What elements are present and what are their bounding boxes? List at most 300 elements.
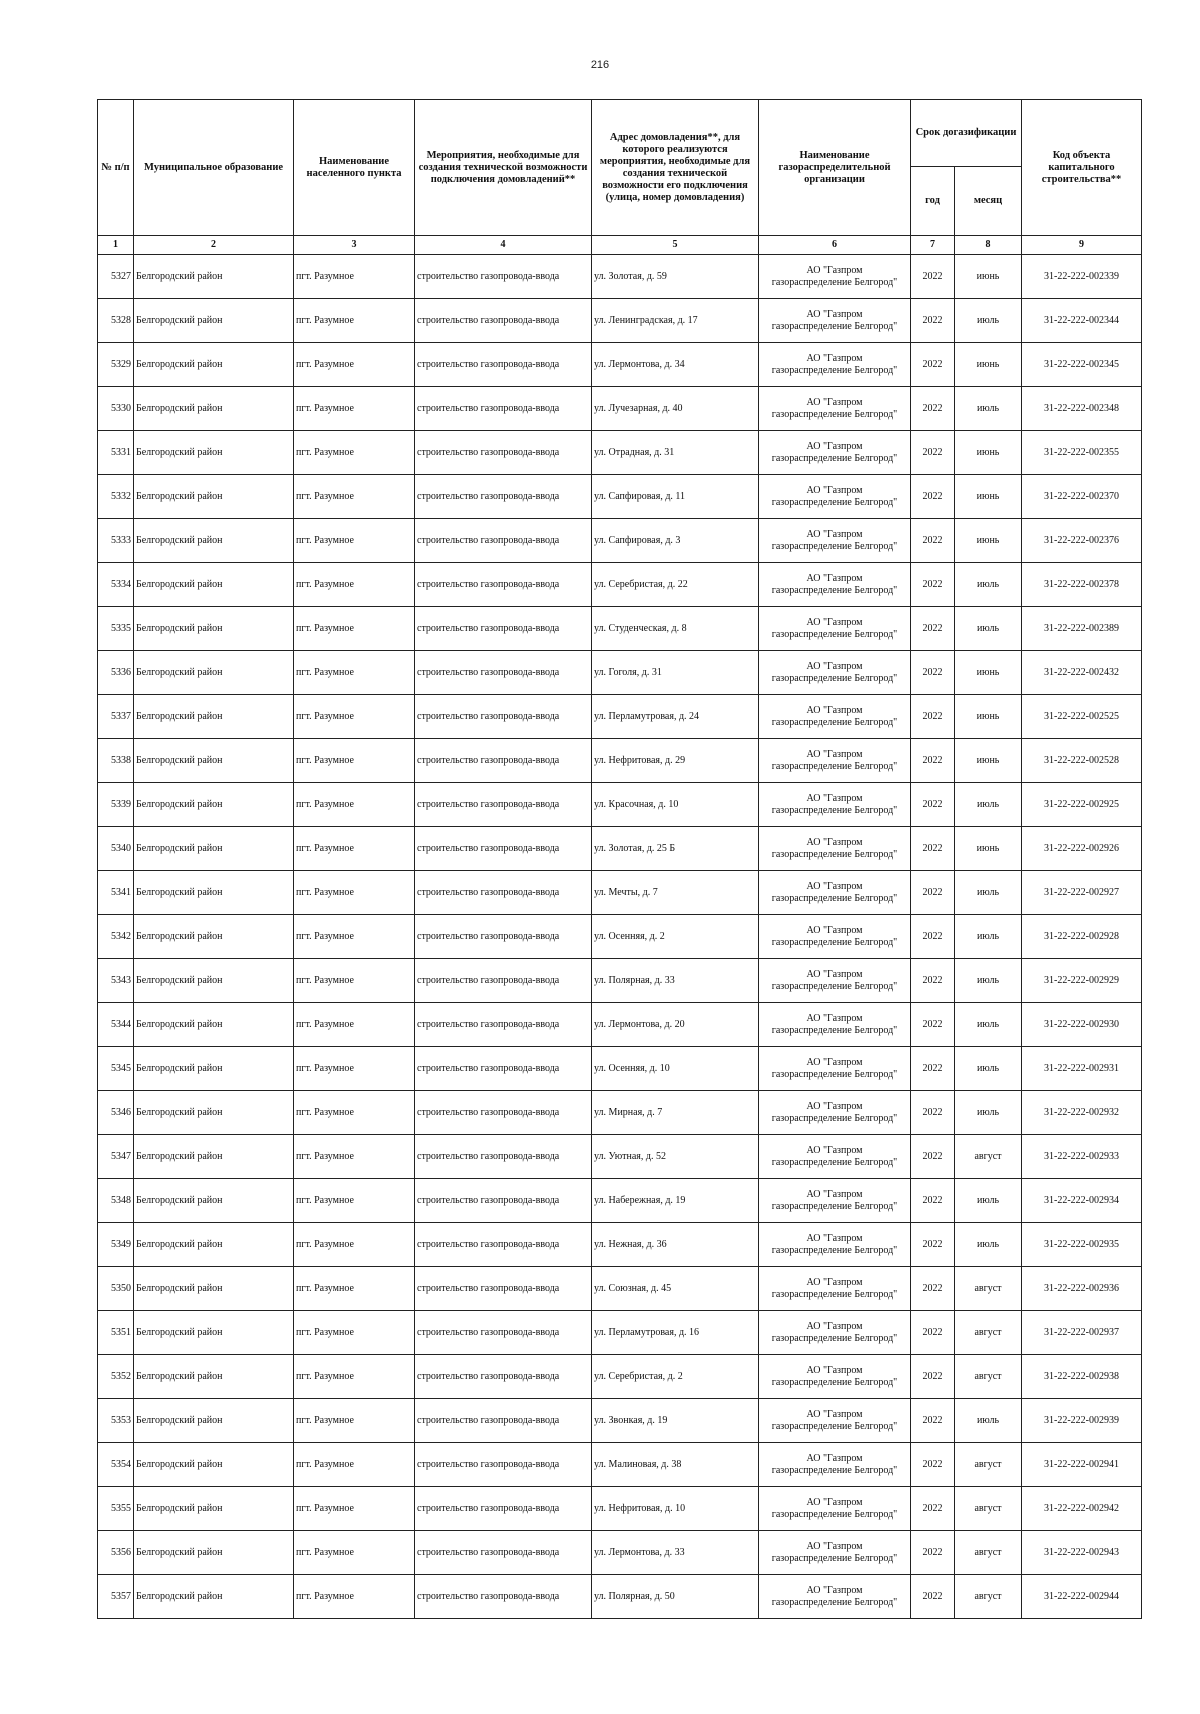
table-row xyxy=(98,431,1142,475)
municipality-cell: Белгородский район xyxy=(134,607,294,651)
row-number: 5338 xyxy=(98,739,134,783)
settlement-cell: пгт. Разумное xyxy=(294,255,415,299)
code-cell: 31-22-222-002941 xyxy=(1022,1443,1142,1487)
settlement-cell: пгт. Разумное xyxy=(294,1399,415,1443)
row-number: 5330 xyxy=(98,387,134,431)
code-cell: 31-22-222-002931 xyxy=(1022,1047,1142,1091)
table-row xyxy=(98,255,1142,299)
organization-line: АО "Газпром xyxy=(806,880,863,892)
header-address: Адрес домовладения**, для которого реализуются мероприятия, необходимые для создания технической возможности его подключения (улица, номер домовладения) xyxy=(592,100,759,236)
month-cell: июль xyxy=(955,1179,1022,1223)
year-cell: 2022 xyxy=(911,387,955,431)
organization-line: АО "Газпром xyxy=(806,308,863,320)
works-cell: строительство газопровода-ввода xyxy=(415,915,592,959)
code-cell: 31-22-222-002525 xyxy=(1022,695,1142,739)
organization-line: АО "Газпром xyxy=(806,660,863,672)
header-month: месяц xyxy=(955,167,1022,236)
year-cell: 2022 xyxy=(911,871,955,915)
organization-line: газораспределение Белгород" xyxy=(771,1596,898,1608)
month-cell: июль xyxy=(955,607,1022,651)
year-cell: 2022 xyxy=(911,475,955,519)
page-number: 216 xyxy=(590,59,610,71)
works-cell: строительство газопровода-ввода xyxy=(415,1575,592,1619)
organization-line: АО "Газпром xyxy=(806,792,863,804)
municipality-cell: Белгородский район xyxy=(134,1575,294,1619)
month-cell: июнь xyxy=(955,651,1022,695)
code-cell: 31-22-222-002344 xyxy=(1022,299,1142,343)
table-row xyxy=(98,871,1142,915)
code-cell: 31-22-222-002939 xyxy=(1022,1399,1142,1443)
organization-cell xyxy=(759,1267,911,1311)
municipality-cell: Белгородский район xyxy=(134,783,294,827)
organization-cell xyxy=(759,1355,911,1399)
settlement-cell: пгт. Разумное xyxy=(294,1311,415,1355)
code-cell: 31-22-222-002938 xyxy=(1022,1355,1142,1399)
address-cell: ул. Ленинградская, д. 17 xyxy=(592,299,759,343)
gasification-table xyxy=(97,99,1142,1619)
code-cell: 31-22-222-002944 xyxy=(1022,1575,1142,1619)
works-cell: строительство газопровода-ввода xyxy=(415,739,592,783)
settlement-cell: пгт. Разумное xyxy=(294,1223,415,1267)
year-cell: 2022 xyxy=(911,1091,955,1135)
organization-line: газораспределение Белгород" xyxy=(771,1244,898,1256)
settlement-cell: пгт. Разумное xyxy=(294,1047,415,1091)
code-cell: 31-22-222-002932 xyxy=(1022,1091,1142,1135)
settlement-cell: пгт. Разумное xyxy=(294,563,415,607)
municipality-cell: Белгородский район xyxy=(134,959,294,1003)
works-cell: строительство газопровода-ввода xyxy=(415,1267,592,1311)
address-cell: ул. Полярная, д. 50 xyxy=(592,1575,759,1619)
table-row xyxy=(98,1047,1142,1091)
month-cell: июнь xyxy=(955,343,1022,387)
organization-line: газораспределение Белгород" xyxy=(771,936,898,948)
address-cell: ул. Мечты, д. 7 xyxy=(592,871,759,915)
organization-line: газораспределение Белгород" xyxy=(771,1464,898,1476)
settlement-cell: пгт. Разумное xyxy=(294,915,415,959)
organization-line: АО "Газпром xyxy=(806,264,863,276)
organization-cell xyxy=(759,1003,911,1047)
row-number: 5344 xyxy=(98,1003,134,1047)
row-number: 5355 xyxy=(98,1487,134,1531)
row-number: 5328 xyxy=(98,299,134,343)
works-cell: строительство газопровода-ввода xyxy=(415,1091,592,1135)
organization-cell xyxy=(759,563,911,607)
column-number: 3 xyxy=(294,236,415,255)
month-cell: июнь xyxy=(955,827,1022,871)
table-row xyxy=(98,1575,1142,1619)
month-cell: июль xyxy=(955,959,1022,1003)
organization-line: АО "Газпром xyxy=(806,1540,863,1552)
column-number: 5 xyxy=(592,236,759,255)
works-cell: строительство газопровода-ввода xyxy=(415,431,592,475)
works-cell: строительство газопровода-ввода xyxy=(415,343,592,387)
organization-cell xyxy=(759,651,911,695)
code-cell: 31-22-222-002929 xyxy=(1022,959,1142,1003)
month-cell: август xyxy=(955,1311,1022,1355)
table-row xyxy=(98,1091,1142,1135)
year-cell: 2022 xyxy=(911,1179,955,1223)
organization-cell xyxy=(759,1179,911,1223)
month-cell: июнь xyxy=(955,519,1022,563)
column-number: 2 xyxy=(134,236,294,255)
address-cell: ул. Нежная, д. 36 xyxy=(592,1223,759,1267)
organization-cell xyxy=(759,387,911,431)
organization-line: газораспределение Белгород" xyxy=(771,628,898,640)
row-number: 5346 xyxy=(98,1091,134,1135)
column-number: 1 xyxy=(98,236,134,255)
organization-line: АО "Газпром xyxy=(806,352,863,364)
organization-cell xyxy=(759,1047,911,1091)
settlement-cell: пгт. Разумное xyxy=(294,1135,415,1179)
table-row xyxy=(98,695,1142,739)
works-cell: строительство газопровода-ввода xyxy=(415,1443,592,1487)
municipality-cell: Белгородский район xyxy=(134,1531,294,1575)
address-cell: ул. Золотая, д. 25 Б xyxy=(592,827,759,871)
organization-line: АО "Газпром xyxy=(806,528,863,540)
year-cell: 2022 xyxy=(911,299,955,343)
organization-line: АО "Газпром xyxy=(806,1452,863,1464)
row-number: 5329 xyxy=(98,343,134,387)
organization-line: АО "Газпром xyxy=(806,1056,863,1068)
column-number: 7 xyxy=(911,236,955,255)
organization-line: АО "Газпром xyxy=(806,1100,863,1112)
table-row xyxy=(98,563,1142,607)
year-cell: 2022 xyxy=(911,1355,955,1399)
address-cell: ул. Уютная, д. 52 xyxy=(592,1135,759,1179)
table-row xyxy=(98,607,1142,651)
organization-line: АО "Газпром xyxy=(806,1320,863,1332)
year-cell: 2022 xyxy=(911,563,955,607)
month-cell: июнь xyxy=(955,475,1022,519)
header-works: Мероприятия, необходимые для создания технической возможности подключения домовладений** xyxy=(415,100,592,236)
row-number: 5348 xyxy=(98,1179,134,1223)
month-cell: август xyxy=(955,1531,1022,1575)
organization-line: газораспределение Белгород" xyxy=(771,496,898,508)
table-row xyxy=(98,387,1142,431)
municipality-cell: Белгородский район xyxy=(134,915,294,959)
works-cell: строительство газопровода-ввода xyxy=(415,959,592,1003)
month-cell: август xyxy=(955,1135,1022,1179)
works-cell: строительство газопровода-ввода xyxy=(415,783,592,827)
municipality-cell: Белгородский район xyxy=(134,1487,294,1531)
row-number: 5339 xyxy=(98,783,134,827)
row-number: 5351 xyxy=(98,1311,134,1355)
organization-cell xyxy=(759,431,911,475)
organization-line: АО "Газпром xyxy=(806,1276,863,1288)
municipality-cell: Белгородский район xyxy=(134,299,294,343)
settlement-cell: пгт. Разумное xyxy=(294,607,415,651)
address-cell: ул. Перламутровая, д. 16 xyxy=(592,1311,759,1355)
row-number: 5349 xyxy=(98,1223,134,1267)
year-cell: 2022 xyxy=(911,959,955,1003)
organization-line: газораспределение Белгород" xyxy=(771,892,898,904)
organization-line: газораспределение Белгород" xyxy=(771,320,898,332)
organization-line: газораспределение Белгород" xyxy=(771,1332,898,1344)
organization-line: АО "Газпром xyxy=(806,1188,863,1200)
organization-cell xyxy=(759,783,911,827)
row-number: 5341 xyxy=(98,871,134,915)
works-cell: строительство газопровода-ввода xyxy=(415,695,592,739)
settlement-cell: пгт. Разумное xyxy=(294,1487,415,1531)
table-row xyxy=(98,1135,1142,1179)
works-cell: строительство газопровода-ввода xyxy=(415,607,592,651)
row-number: 5350 xyxy=(98,1267,134,1311)
organization-cell xyxy=(759,1487,911,1531)
address-cell: ул. Перламутровая, д. 24 xyxy=(592,695,759,739)
works-cell: строительство газопровода-ввода xyxy=(415,1135,592,1179)
year-cell: 2022 xyxy=(911,519,955,563)
works-cell: строительство газопровода-ввода xyxy=(415,871,592,915)
year-cell: 2022 xyxy=(911,343,955,387)
code-cell: 31-22-222-002389 xyxy=(1022,607,1142,651)
settlement-cell: пгт. Разумное xyxy=(294,1179,415,1223)
row-number: 5335 xyxy=(98,607,134,651)
works-cell: строительство газопровода-ввода xyxy=(415,1179,592,1223)
table-row xyxy=(98,1223,1142,1267)
code-cell: 31-22-222-002432 xyxy=(1022,651,1142,695)
row-number: 5347 xyxy=(98,1135,134,1179)
organization-line: газораспределение Белгород" xyxy=(771,1200,898,1212)
works-cell: строительство газопровода-ввода xyxy=(415,1003,592,1047)
header-num: № п/п xyxy=(98,100,134,236)
year-cell: 2022 xyxy=(911,1267,955,1311)
address-cell: ул. Набережная, д. 19 xyxy=(592,1179,759,1223)
address-cell: ул. Полярная, д. 33 xyxy=(592,959,759,1003)
header-deadline: Срок догазификации xyxy=(911,100,1022,167)
organization-line: АО "Газпром xyxy=(806,968,863,980)
works-cell: строительство газопровода-ввода xyxy=(415,651,592,695)
table-row xyxy=(98,651,1142,695)
row-number: 5332 xyxy=(98,475,134,519)
organization-line: газораспределение Белгород" xyxy=(771,584,898,596)
table-row xyxy=(98,959,1142,1003)
organization-line: АО "Газпром xyxy=(806,616,863,628)
row-number: 5353 xyxy=(98,1399,134,1443)
year-cell: 2022 xyxy=(911,1575,955,1619)
organization-line: газораспределение Белгород" xyxy=(771,276,898,288)
month-cell: июль xyxy=(955,915,1022,959)
works-cell: строительство газопровода-ввода xyxy=(415,1047,592,1091)
organization-cell xyxy=(759,871,911,915)
month-cell: июль xyxy=(955,783,1022,827)
municipality-cell: Белгородский район xyxy=(134,563,294,607)
address-cell: ул. Золотая, д. 59 xyxy=(592,255,759,299)
table-row xyxy=(98,783,1142,827)
organization-line: газораспределение Белгород" xyxy=(771,1288,898,1300)
year-cell: 2022 xyxy=(911,1399,955,1443)
year-cell: 2022 xyxy=(911,255,955,299)
code-cell: 31-22-222-002925 xyxy=(1022,783,1142,827)
year-cell: 2022 xyxy=(911,739,955,783)
works-cell: строительство газопровода-ввода xyxy=(415,1487,592,1531)
table-row xyxy=(98,1003,1142,1047)
table-row xyxy=(98,1311,1142,1355)
settlement-cell: пгт. Разумное xyxy=(294,519,415,563)
organization-cell xyxy=(759,739,911,783)
organization-cell xyxy=(759,255,911,299)
month-cell: июль xyxy=(955,1399,1022,1443)
year-cell: 2022 xyxy=(911,607,955,651)
municipality-cell: Белгородский район xyxy=(134,1355,294,1399)
table-row xyxy=(98,915,1142,959)
code-cell: 31-22-222-002942 xyxy=(1022,1487,1142,1531)
table-row xyxy=(98,299,1142,343)
year-cell: 2022 xyxy=(911,1047,955,1091)
address-cell: ул. Сапфировая, д. 11 xyxy=(592,475,759,519)
row-number: 5333 xyxy=(98,519,134,563)
table-row xyxy=(98,1531,1142,1575)
organization-line: АО "Газпром xyxy=(806,704,863,716)
table-row xyxy=(98,827,1142,871)
code-cell: 31-22-222-002339 xyxy=(1022,255,1142,299)
year-cell: 2022 xyxy=(911,651,955,695)
organization-line: газораспределение Белгород" xyxy=(771,1112,898,1124)
organization-cell xyxy=(759,299,911,343)
table-row xyxy=(98,343,1142,387)
organization-cell xyxy=(759,1135,911,1179)
municipality-cell: Белгородский район xyxy=(134,475,294,519)
row-number: 5327 xyxy=(98,255,134,299)
address-cell: ул. Звонкая, д. 19 xyxy=(592,1399,759,1443)
settlement-cell: пгт. Разумное xyxy=(294,959,415,1003)
month-cell: июнь xyxy=(955,255,1022,299)
month-cell: июль xyxy=(955,1091,1022,1135)
month-cell: июнь xyxy=(955,431,1022,475)
settlement-cell: пгт. Разумное xyxy=(294,695,415,739)
settlement-cell: пгт. Разумное xyxy=(294,871,415,915)
works-cell: строительство газопровода-ввода xyxy=(415,299,592,343)
year-cell: 2022 xyxy=(911,1443,955,1487)
organization-line: газораспределение Белгород" xyxy=(771,716,898,728)
works-cell: строительство газопровода-ввода xyxy=(415,827,592,871)
year-cell: 2022 xyxy=(911,1223,955,1267)
municipality-cell: Белгородский район xyxy=(134,255,294,299)
works-cell: строительство газопровода-ввода xyxy=(415,255,592,299)
works-cell: строительство газопровода-ввода xyxy=(415,475,592,519)
settlement-cell: пгт. Разумное xyxy=(294,1267,415,1311)
settlement-cell: пгт. Разумное xyxy=(294,1531,415,1575)
organization-line: газораспределение Белгород" xyxy=(771,672,898,684)
address-cell: ул. Нефритовая, д. 10 xyxy=(592,1487,759,1531)
year-cell: 2022 xyxy=(911,695,955,739)
organization-line: АО "Газпром xyxy=(806,1408,863,1420)
address-cell: ул. Союзная, д. 45 xyxy=(592,1267,759,1311)
organization-cell xyxy=(759,915,911,959)
month-cell: август xyxy=(955,1575,1022,1619)
municipality-cell: Белгородский район xyxy=(134,1091,294,1135)
address-cell: ул. Малиновая, д. 38 xyxy=(592,1443,759,1487)
municipality-cell: Белгородский район xyxy=(134,431,294,475)
row-number: 5331 xyxy=(98,431,134,475)
table-row xyxy=(98,1487,1142,1531)
header-settlement: Наименование населенного пункта xyxy=(294,100,415,236)
organization-line: АО "Газпром xyxy=(806,836,863,848)
organization-cell xyxy=(759,475,911,519)
organization-line: газораспределение Белгород" xyxy=(771,540,898,552)
column-number: 4 xyxy=(415,236,592,255)
municipality-cell: Белгородский район xyxy=(134,519,294,563)
month-cell: июнь xyxy=(955,695,1022,739)
organization-cell xyxy=(759,1531,911,1575)
table-row xyxy=(98,1443,1142,1487)
header-year: год xyxy=(911,167,955,236)
address-cell: ул. Серебристая, д. 2 xyxy=(592,1355,759,1399)
code-cell: 31-22-222-002528 xyxy=(1022,739,1142,783)
organization-line: газораспределение Белгород" xyxy=(771,1156,898,1168)
row-number: 5334 xyxy=(98,563,134,607)
row-number: 5342 xyxy=(98,915,134,959)
year-cell: 2022 xyxy=(911,915,955,959)
month-cell: август xyxy=(955,1267,1022,1311)
settlement-cell: пгт. Разумное xyxy=(294,1355,415,1399)
row-number: 5357 xyxy=(98,1575,134,1619)
month-cell: июль xyxy=(955,1047,1022,1091)
year-cell: 2022 xyxy=(911,431,955,475)
works-cell: строительство газопровода-ввода xyxy=(415,1355,592,1399)
month-cell: июль xyxy=(955,1003,1022,1047)
code-cell: 31-22-222-002926 xyxy=(1022,827,1142,871)
year-cell: 2022 xyxy=(911,783,955,827)
organization-cell xyxy=(759,695,911,739)
works-cell: строительство газопровода-ввода xyxy=(415,387,592,431)
organization-cell xyxy=(759,959,911,1003)
settlement-cell: пгт. Разумное xyxy=(294,387,415,431)
organization-line: АО "Газпром xyxy=(806,748,863,760)
table-body xyxy=(98,255,1142,1619)
year-cell: 2022 xyxy=(911,1311,955,1355)
municipality-cell: Белгородский район xyxy=(134,1443,294,1487)
column-number: 9 xyxy=(1022,236,1142,255)
table-row xyxy=(98,475,1142,519)
organization-line: газораспределение Белгород" xyxy=(771,1420,898,1432)
month-cell: июль xyxy=(955,871,1022,915)
municipality-cell: Белгородский район xyxy=(134,1135,294,1179)
works-cell: строительство газопровода-ввода xyxy=(415,1223,592,1267)
settlement-cell: пгт. Разумное xyxy=(294,1443,415,1487)
organization-line: газораспределение Белгород" xyxy=(771,364,898,376)
organization-cell xyxy=(759,1223,911,1267)
table-row xyxy=(98,1399,1142,1443)
month-cell: июнь xyxy=(955,739,1022,783)
municipality-cell: Белгородский район xyxy=(134,1267,294,1311)
month-cell: июль xyxy=(955,387,1022,431)
address-cell: ул. Лучезарная, д. 40 xyxy=(592,387,759,431)
code-cell: 31-22-222-002930 xyxy=(1022,1003,1142,1047)
municipality-cell: Белгородский район xyxy=(134,1311,294,1355)
municipality-cell: Белгородский район xyxy=(134,871,294,915)
organization-cell xyxy=(759,1443,911,1487)
address-cell: ул. Сапфировая, д. 3 xyxy=(592,519,759,563)
row-number: 5345 xyxy=(98,1047,134,1091)
organization-line: газораспределение Белгород" xyxy=(771,804,898,816)
organization-line: АО "Газпром xyxy=(806,1232,863,1244)
month-cell: июль xyxy=(955,563,1022,607)
address-cell: ул. Студенческая, д. 8 xyxy=(592,607,759,651)
code-cell: 31-22-222-002937 xyxy=(1022,1311,1142,1355)
month-cell: июль xyxy=(955,299,1022,343)
organization-cell xyxy=(759,1399,911,1443)
row-number: 5337 xyxy=(98,695,134,739)
header-code: Код объекта капитального строительства** xyxy=(1022,100,1142,236)
row-number: 5340 xyxy=(98,827,134,871)
organization-cell xyxy=(759,607,911,651)
organization-line: АО "Газпром xyxy=(806,484,863,496)
organization-line: газораспределение Белгород" xyxy=(771,760,898,772)
organization-line: АО "Газпром xyxy=(806,440,863,452)
month-cell: июль xyxy=(955,1223,1022,1267)
header-municipality: Муниципальное образование xyxy=(134,100,294,236)
table-row xyxy=(98,1355,1142,1399)
